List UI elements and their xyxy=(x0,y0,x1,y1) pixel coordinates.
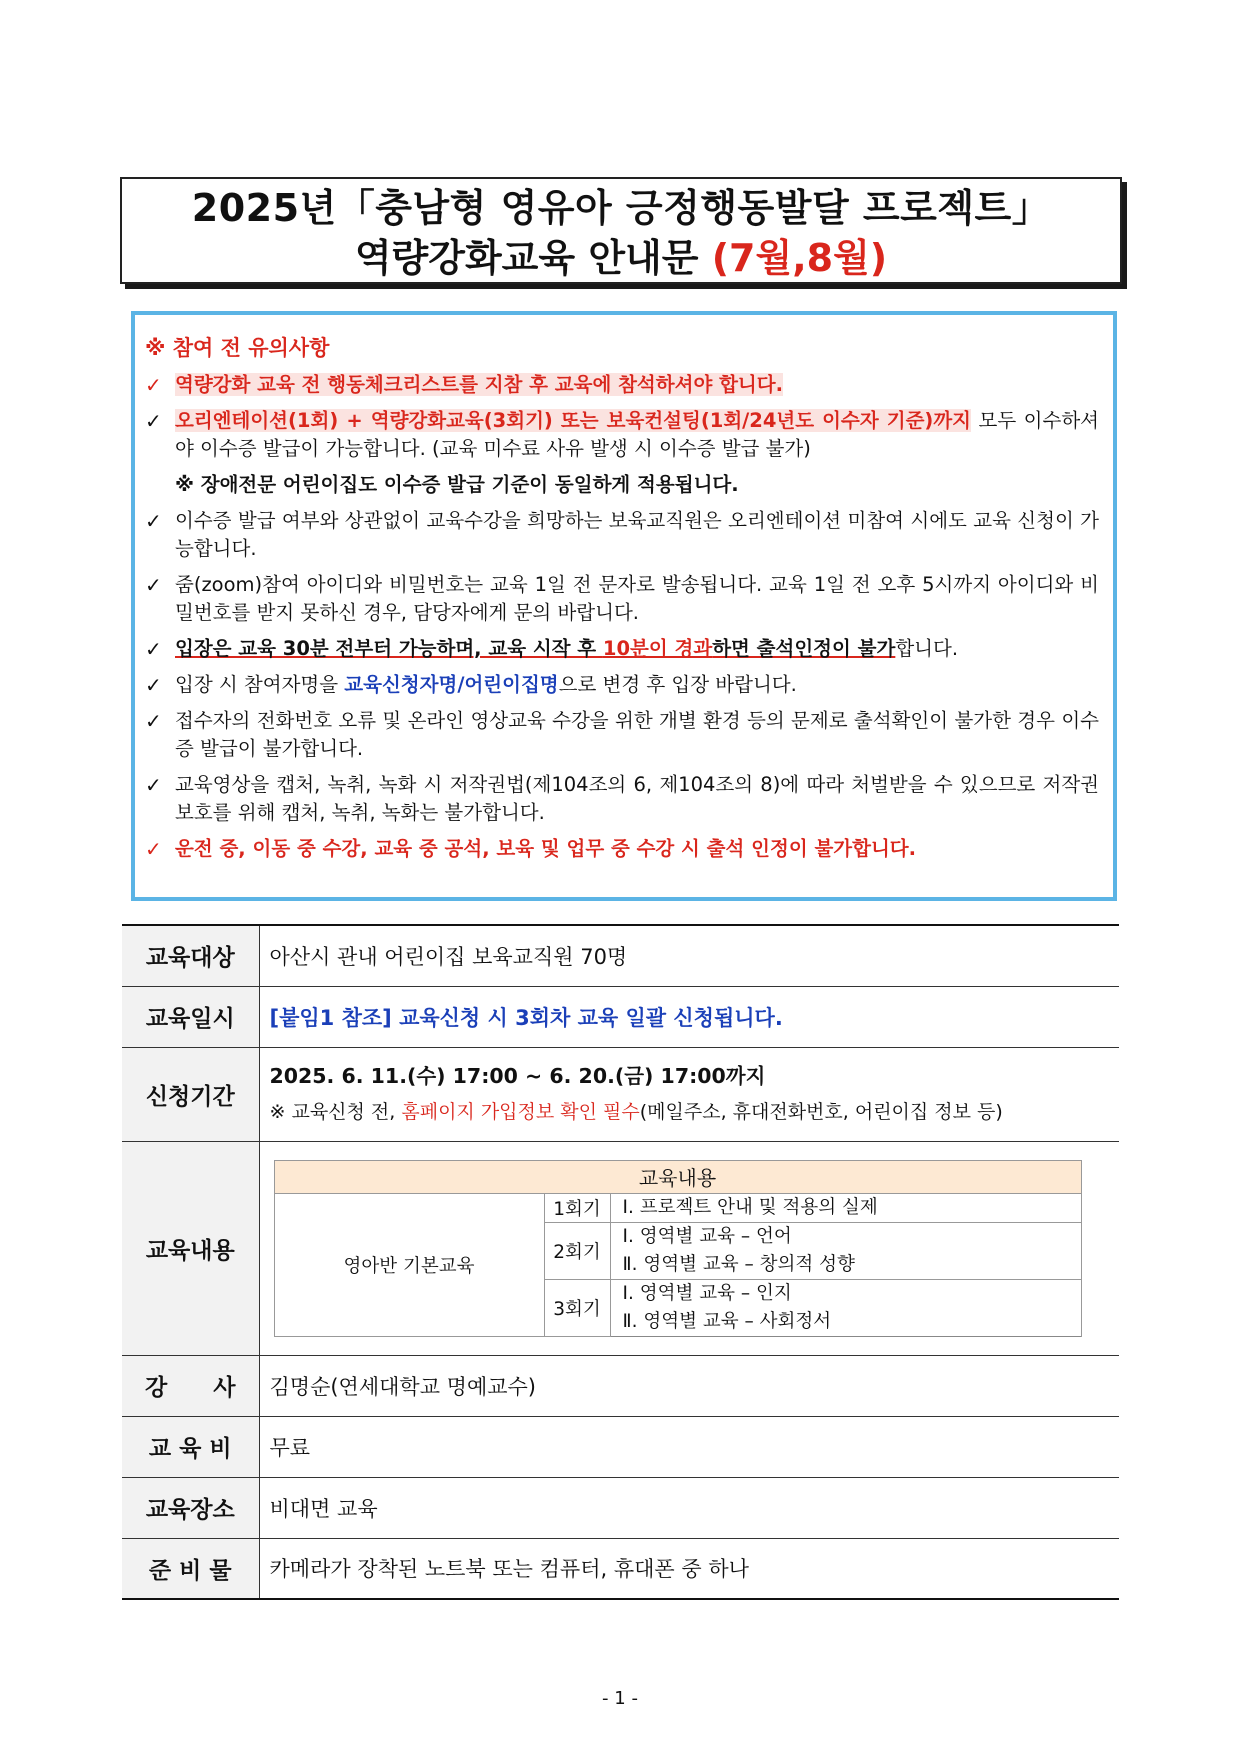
curriculum-table xyxy=(274,1160,1082,1337)
notice-item-text-emphasis: 오리엔테이션(1회) + 역량강화교육(3회기) 또는 보육컨설팅(1회/24년도 이수자 기준)까지 xyxy=(175,409,972,432)
notice-item-text: 역량강화 교육 전 행동체크리스트를 지참 후 교육에 참석하셔야 합니다. xyxy=(175,373,783,396)
table-row xyxy=(122,1416,1119,1477)
notice-item-text: 하면 출석인정이 불가 xyxy=(712,637,896,660)
value-fee: 무료 xyxy=(259,1416,1119,1477)
table-row xyxy=(122,1141,1119,1355)
notice-item xyxy=(145,707,1099,763)
notice-item-text: 합니다. xyxy=(895,637,959,660)
check-icon: ✓ xyxy=(145,837,162,861)
session-topic: Ⅰ. 프로젝트 안내 및 적용의 실제 xyxy=(610,1193,1081,1222)
session-topic: Ⅱ. 영역별 교육 – 창의적 성향 xyxy=(610,1251,1081,1280)
notice-item-text: 접수자의 전화번호 오류 및 온라인 영상교육 수강을 위한 개별 환경 등의 문제로 출석확인이 불가한 경우 이수증 발급이 불가합니다. xyxy=(175,709,1099,760)
notice-item-text: 운전 중, 이동 중 수강, 교육 중 공석, 보육 및 업무 중 수강 시 출석 인정이 불가합니다. xyxy=(175,837,917,860)
check-icon: ✓ xyxy=(145,409,162,433)
notice-item xyxy=(145,407,1099,463)
apply-note-emphasis: 홈페이지 가입정보 확인 필수 xyxy=(401,1101,640,1123)
value-schedule: [붙임1 참조] 교육신청 시 3회차 교육 일괄 신청됩니다. xyxy=(259,986,1119,1047)
check-icon: ✓ xyxy=(145,673,162,697)
notice-item-text: 으로 변경 후 입장 바랍니다. xyxy=(558,673,797,696)
value-apply-period xyxy=(259,1047,1119,1141)
check-icon: ✓ xyxy=(145,509,162,533)
label-apply-period: 신청기간 xyxy=(122,1047,259,1141)
table-row xyxy=(122,1538,1119,1599)
notice-item-text: 줌(zoom)참여 아이디와 비밀번호는 교육 1일 전 문자로 발송됩니다. 교육 1일 전 오후 5시까지 아이디와 비밀번호를 받지 못하신 경우, 담당자에게 문의 바랍니다. xyxy=(175,573,1099,624)
value-preparation: 카메라가 장착된 노트북 또는 컴퓨터, 휴대폰 중 하나 xyxy=(269,1557,749,1582)
table-row xyxy=(122,1477,1119,1538)
table-row xyxy=(122,925,1119,986)
info-table xyxy=(122,924,1119,1600)
check-icon: ✓ xyxy=(145,773,162,797)
value-instructor: 김명순(연세대학교 명예교수) xyxy=(259,1355,1119,1416)
label-schedule: 교육일시 xyxy=(122,986,259,1047)
label-place: 교육장소 xyxy=(122,1477,259,1538)
session-topic: Ⅰ. 영역별 교육 – 언어 xyxy=(610,1222,1081,1251)
session-label: 3회기 xyxy=(544,1279,610,1336)
notice-item xyxy=(145,507,1099,563)
value-place: 비대면 교육 xyxy=(259,1477,1119,1538)
session-topic: Ⅰ. 영역별 교육 – 인지 xyxy=(610,1279,1081,1308)
value-target: 아산시 관내 어린이집 보육교직원 70명 xyxy=(259,925,1119,986)
notice-item xyxy=(145,635,1099,663)
apply-period: 2025. 6. 11.(수) 17:00 ~ 6. 20.(금) 17:00까지 xyxy=(269,1064,766,1088)
notice-item xyxy=(145,671,1099,699)
document-title-line1: 2025년「충남형 영유아 긍정행동발달 프로젝트」 xyxy=(191,186,1051,230)
notice-sub-note: ※ 장애전문 어린이집도 이수증 발급 기준이 동일하게 적용됩니다. xyxy=(175,473,739,496)
notice-heading: ※ 참여 전 유의사항 xyxy=(145,336,330,360)
check-icon: ✓ xyxy=(145,709,162,733)
notice-item-text: 입장은 교육 30분 전부터 가능하며, 교육 시작 후 xyxy=(175,637,603,660)
notice-item-text: 입장 시 참여자명을 xyxy=(175,673,345,696)
label-target: 교육대상 xyxy=(122,925,259,986)
notice-item xyxy=(145,835,1099,863)
session-topic: Ⅱ. 영역별 교육 – 사회정서 xyxy=(610,1308,1081,1337)
value-content xyxy=(259,1141,1119,1355)
notice-item-text: 이수증 발급 여부와 상관없이 교육수강을 희망하는 보육교직원은 오리엔테이션 미참여 시에도 교육 신청이 가능합니다. xyxy=(175,509,1099,560)
check-icon: ✓ xyxy=(145,573,162,597)
curriculum-header: 교육내용 xyxy=(274,1160,1081,1193)
course-name: 영아반 기본교육 xyxy=(274,1193,544,1336)
notice-item xyxy=(145,571,1099,627)
notice-item xyxy=(145,371,1099,399)
apply-note: ※ 교육신청 전, 홈페이지 가입정보 확인 필수(메일주소, 휴대전화번호, 어린이집 정보 등) xyxy=(269,1101,1003,1123)
notice-item-text-emphasis: 교육신청자명/어린이집명 xyxy=(344,673,559,696)
notice-item-text: 교육영상을 캡처, 녹취, 녹화 시 저작권법(제104조의 6, 제104조의 8)에 따라 처벌받을 수 있으므로 저작권 보호를 위해 캡처, 녹취, 녹화는 불가합니다. xyxy=(175,773,1099,824)
title-months: (7월,8월) xyxy=(711,236,888,280)
label-fee: 교 육 비 xyxy=(122,1416,259,1477)
session-label: 2회기 xyxy=(544,1222,610,1279)
document-title-line2 xyxy=(122,233,1120,283)
table-row xyxy=(122,986,1119,1047)
label-preparation: 준 비 물 xyxy=(122,1538,259,1599)
label-content: 교육내용 xyxy=(122,1141,259,1355)
notice-item-text: 모두 이수하셔야 이수증 발급이 가능합니다. (교육 미수료 사유 발생 시 이수증 발급 불가) xyxy=(175,409,1100,460)
document-title-box xyxy=(120,177,1122,284)
table-row xyxy=(122,1355,1119,1416)
label-instructor: 강 사 xyxy=(122,1355,259,1416)
notice-box xyxy=(131,311,1117,901)
check-icon: ✓ xyxy=(145,637,162,661)
notice-item-text-emphasis: 10분이 경과 xyxy=(602,637,713,660)
title-main: 역량강화교육 안내문 xyxy=(354,236,712,280)
notice-item xyxy=(145,771,1099,827)
session-label: 1회기 xyxy=(544,1193,610,1222)
table-row xyxy=(122,1047,1119,1141)
page-number: - 1 - xyxy=(602,1688,638,1709)
check-icon: ✓ xyxy=(145,373,162,397)
